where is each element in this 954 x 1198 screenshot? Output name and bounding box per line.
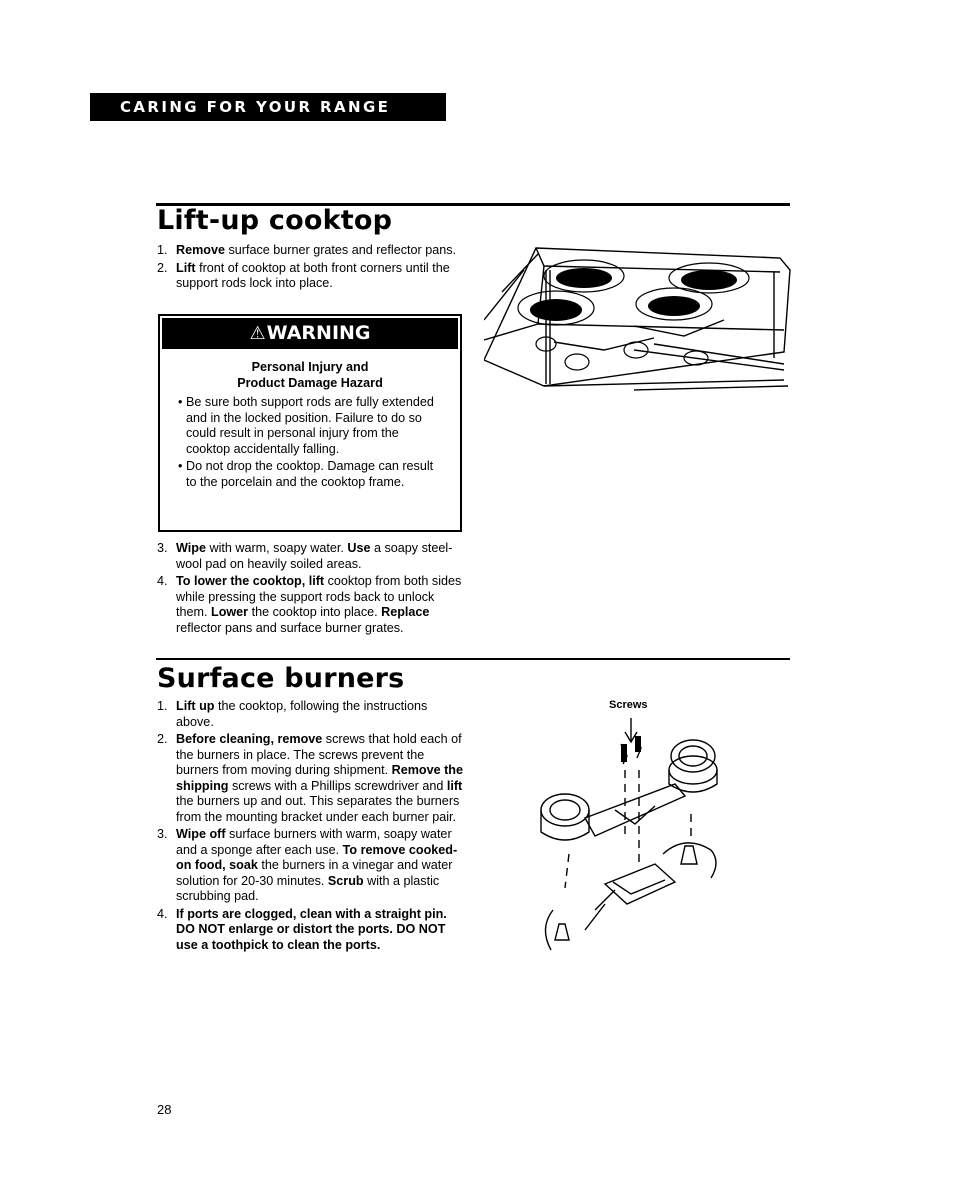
list-item: 3. Wipe with warm, soapy water. Use a soapy steel-wool pad on heavily soiled areas. bbox=[157, 541, 453, 571]
lift-up-steps-b bbox=[157, 541, 467, 638]
page-number: 28 bbox=[157, 1102, 172, 1117]
warning-box bbox=[158, 314, 462, 532]
list-item: • Be sure both support rods are fully extended and in the locked position. Failure to do so could result in personal injury from the cooktop accidentally falling. bbox=[178, 395, 440, 457]
list-item: 4. To lower the cooktop, lift cooktop from both sides while pressing the support rods back to unlock them. Lower the cooktop into place. Replace reflector pans and surface burner grates. bbox=[157, 574, 462, 635]
section-rule-surface bbox=[156, 658, 790, 660]
list-item: 2. Before cleaning, remove screws that hold each of the burners in place. The screws prevent the burners from moving during shipment. Remove the shipping screws with a Phillips screwdriver and lift the burners up and out. This separates the burners from the mounting bracket under each burner pair. bbox=[157, 732, 463, 824]
list-item: 3. Wipe off surface burners with warm, soapy water and a sponge after each use. To remove cooked-on food, soak the burners in a vinegar and water solution for 20-30 minutes. Scrub with a plastic scrubbing pad. bbox=[157, 827, 458, 903]
lift-up-cooktop-illustration bbox=[484, 240, 792, 396]
warning-bullets bbox=[160, 395, 460, 490]
warning-triangle-icon: ⚠ bbox=[249, 323, 266, 344]
warning-title: Personal Injury and Product Damage Hazard bbox=[237, 360, 383, 390]
list-item: • Do not drop the cooktop. Damage can result to the porcelain and the cooktop frame. bbox=[178, 459, 440, 490]
list-item: 4. If ports are clogged, clean with a straight pin. DO NOT enlarge or distort the ports. DO NOT use a toothpick to clean the ports. bbox=[157, 906, 447, 952]
list-item: 2. Lift front of cooktop at both front corners until the support rods lock into place. bbox=[157, 260, 450, 290]
lift-up-steps-a bbox=[157, 243, 467, 294]
screws-caption: Screws bbox=[609, 699, 648, 711]
list-item: 1. Lift up the cooktop, following the instructions above. bbox=[157, 699, 428, 729]
surface-burners-title: Surface burners bbox=[157, 663, 405, 694]
surface-burners-steps bbox=[157, 699, 467, 955]
warning-header: ⚠WARNING bbox=[162, 318, 458, 349]
lift-up-title: Lift-up cooktop bbox=[157, 205, 393, 236]
list-item: 1. Remove surface burner grates and reflector pans. bbox=[157, 243, 457, 257]
section-banner: CARING FOR YOUR RANGE bbox=[90, 93, 446, 121]
surface-burner-screws-illustration bbox=[535, 714, 730, 960]
